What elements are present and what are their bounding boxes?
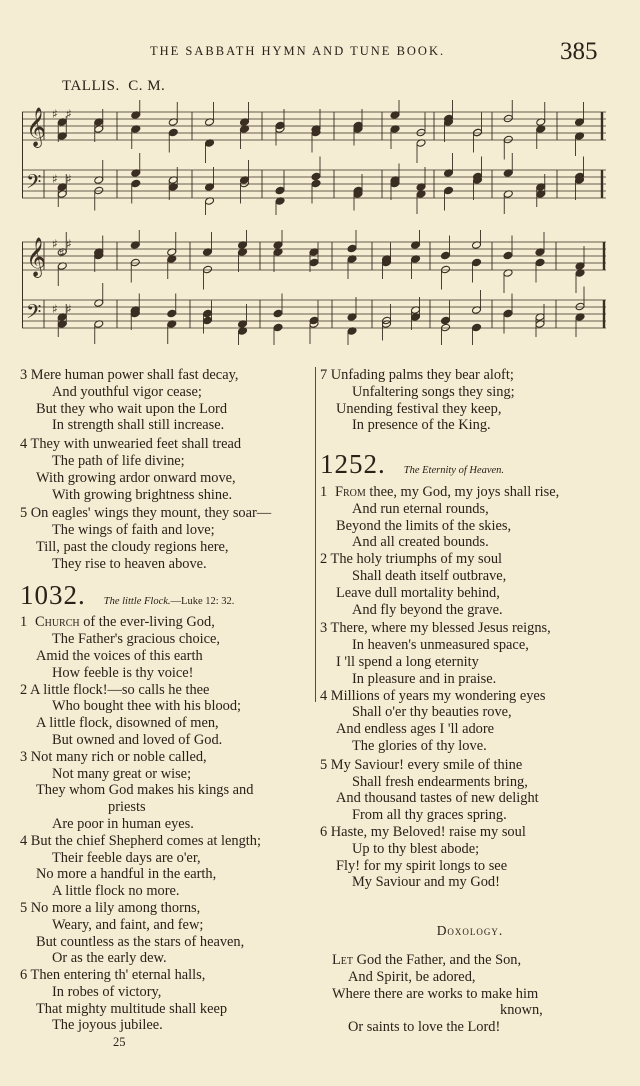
verse-5-prev: 5 On eagles' wings they mount, they soar— The wings of faith and love; Till, past the cloudy regions here, They rise to heaven above. (20, 505, 272, 572)
hymn-1032-verse-1: 1 Church of the ever-living God, The Father's gracious choice, Amid the voices of this earth How feeble is thy voice! (20, 614, 221, 681)
note-head (167, 309, 177, 318)
hymn-1032-heading (20, 579, 310, 611)
note-head (575, 302, 585, 311)
note-head (131, 179, 141, 188)
bass-clef-icon: 𝄢 (26, 170, 42, 198)
running-title: THE SABBATH HYMN AND TUNE BOOK. (150, 44, 446, 58)
tune-name: TALLIS. (62, 78, 120, 94)
hymn-title: The little Flock. (103, 595, 171, 607)
hymn-1252-verse-1: 1 From thee, my God, my joys shall rise, And run eternal rounds, Beyond the limits of the skies, And all created bounds. (320, 483, 560, 551)
note-head (503, 309, 513, 318)
hymn-1032-verse-5: 5 No more a lily among thorns, Weary, and faint, and few; But countless as the stars of heaven, Or as the early dew. (20, 899, 245, 967)
note-head (503, 135, 513, 144)
left-column (20, 367, 310, 1034)
hymn-title: The Eternity of Heaven. (403, 465, 505, 477)
note-head (273, 323, 283, 332)
sharp-icon: ♯ (66, 172, 72, 186)
hymn-1252-verse-2: 2 The holy triumphs of my soul Shall death itself outbrave, Leave dull mortality behind, And fly beyond the grave. (320, 551, 507, 618)
music-system-1 (22, 100, 606, 215)
sharp-icon: ♯ (66, 107, 72, 121)
note-head (203, 309, 213, 318)
hymn-number: 1252. (320, 449, 386, 480)
hymn-1032-verse-2: 2 A little flock!—so calls he thee Who bought thee with his blood; A little flock, disowned of men, But owned and loved of God. (20, 681, 242, 748)
note-head (168, 128, 178, 137)
doxology-title: Doxology. (436, 923, 504, 939)
page-number: 385 (560, 38, 598, 65)
sharp-icon: ♯ (52, 107, 58, 121)
treble-clef-icon: 𝄞 (26, 107, 47, 147)
doxology: Let God the Father, and the Son, And Spirit, be adored, Where there are works to make him known, Or saints to love the Lord! (332, 951, 543, 1036)
verse-3-prev: 3 Mere human power shall fast decay, And youthful vigor cease; But they who wait upon the Lord In strength shall still increase. (20, 367, 239, 434)
sharp-icon: ♯ (59, 246, 65, 260)
hymn-reference: —Luke 12: 32. (170, 595, 235, 607)
note-head (416, 128, 426, 137)
hymn-1032-verse-4: 4 But the chief Shepherd comes at length; Their feeble days are o'er, No more a handful in the earth, A little flock no more. (20, 832, 261, 900)
hymn-1032-verse-3: 3 Not many rich or noble called, Not many great or wise; They whom God makes his kings and priests Are poor in human eyes. (20, 748, 254, 832)
tune-meter: C. M. (128, 78, 166, 94)
note-head (503, 251, 513, 260)
note-head (347, 244, 357, 253)
note-head (275, 186, 285, 195)
hymn-1252-verse-5: 5 My Saviour! every smile of thine Shall fresh endearments bring, And thousand tastes of new delight From all thy graces spring. (320, 756, 539, 824)
note-head (441, 251, 451, 260)
music-score-1 (22, 100, 606, 215)
note-head (309, 258, 319, 267)
note-head (441, 323, 451, 332)
note-head (472, 323, 482, 332)
note-head (203, 316, 213, 325)
note-head (273, 309, 283, 318)
note-head (535, 258, 545, 267)
sharp-icon: ♯ (52, 302, 58, 316)
sharp-icon: ♯ (66, 302, 72, 316)
hymn-1252-verse-3: 3 There, where my blessed Jesus reigns, In heaven's unmeasured space, I 'll spend a long eternity In pleasure and in praise. (320, 620, 551, 687)
bass-clef-icon: 𝄢 (26, 300, 42, 328)
note-head (130, 258, 140, 267)
sharp-icon: ♯ (66, 237, 72, 251)
music-score-2 (22, 230, 606, 345)
note-head (311, 179, 321, 188)
tune-title (62, 78, 165, 95)
note-head (441, 316, 451, 325)
hymn-1252-verse-4: 4 Millions of years my wondering eyes Shall o'er thy beauties rove, And endless ages I 'll adore The glories of thy love. (320, 687, 546, 754)
note-head (444, 186, 454, 195)
note-head (441, 265, 451, 274)
verse-4-prev: 4 They with unwearied feet shall tread The path of life divine; With growing ardor onward move, With growing brightness shine. (20, 436, 242, 503)
sharp-icon: ♯ (52, 172, 58, 186)
note-head (203, 265, 213, 274)
treble-clef-icon: 𝄞 (26, 237, 47, 277)
signature-mark: 25 (113, 1035, 126, 1049)
note-head (503, 114, 513, 123)
note-head (311, 172, 321, 181)
hymn-1252-heading (320, 449, 620, 480)
hymn-1252-verse-6: 6 Haste, my Beloved! raise my soul Up to thy blest abode; Fly! for my spirit longs to see My Saviour and my God! (320, 823, 526, 891)
sharp-icon: ♯ (52, 237, 58, 251)
verse-7-prev: 7 Unfading palms they bear aloft; Unfaltering songs they sing; Unending festival they keep, In presence of the King. (320, 367, 515, 434)
column-divider (315, 367, 316, 702)
note-head (94, 186, 104, 195)
hymn-1032-verse-6: 6 Then entering th' eternal halls, In robes of victory, That mighty multitude shall keep The joyous jubilee. (20, 967, 228, 1034)
hymn-number: 1032. (20, 579, 86, 610)
note-head (275, 121, 285, 130)
note-head (472, 258, 482, 267)
note-head (473, 128, 483, 137)
music-system-2 (22, 230, 606, 345)
right-column (320, 367, 620, 1036)
